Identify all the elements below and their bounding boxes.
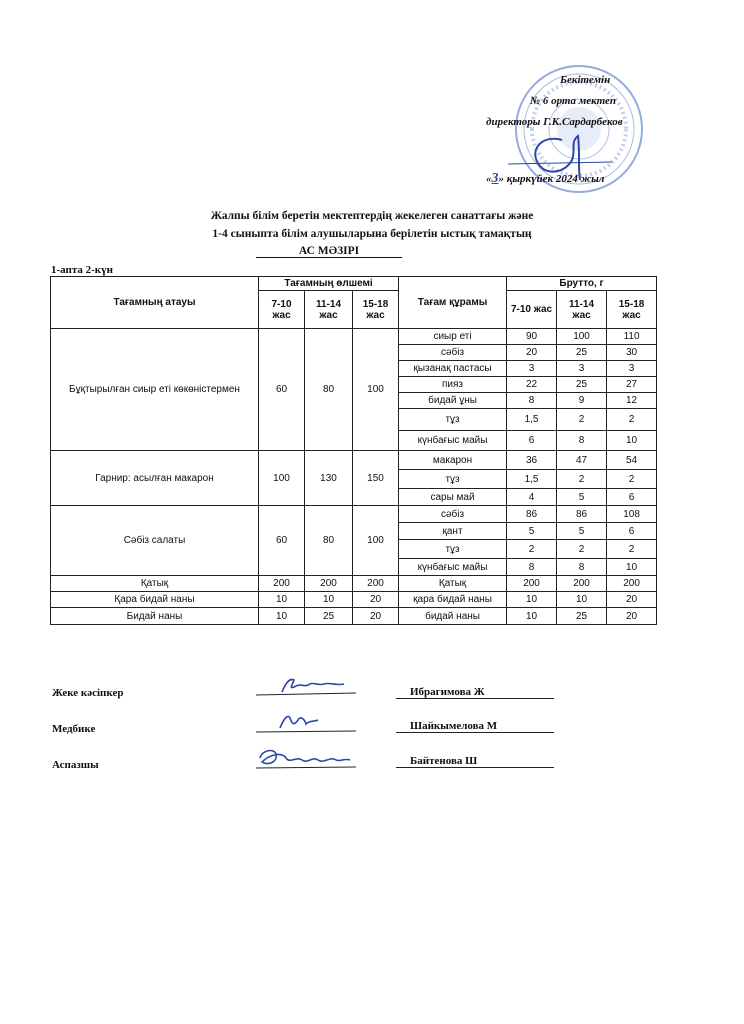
dish-portion: 10: [259, 592, 305, 608]
dish-portion: 200: [353, 576, 399, 592]
ingredient-gross: 10: [507, 608, 557, 625]
week-day-label: 1-апта 2-күн: [51, 264, 113, 276]
dish-name: Гарнир: асылған макарон: [51, 451, 259, 506]
ingredient-gross: 22: [507, 377, 557, 393]
ingredient-name: Қатық: [399, 576, 507, 592]
ingredient-gross: 12: [607, 393, 657, 409]
dish-name: Сәбіз салаты: [51, 506, 259, 576]
ingredient-gross: 2: [607, 409, 657, 431]
dish-portion: 60: [259, 506, 305, 576]
entrepreneur-signature: [252, 674, 362, 698]
ingredient-name: күнбағыс майы: [399, 559, 507, 576]
ingredient-gross: 8: [507, 393, 557, 409]
dish-portion: 100: [353, 329, 399, 451]
ingredient-name: сиыр еті: [399, 329, 507, 345]
ingredient-gross: 3: [507, 361, 557, 377]
ingredient-gross: 108: [607, 506, 657, 523]
ingredient-gross: 8: [557, 559, 607, 576]
ingredient-gross: 10: [557, 592, 607, 608]
dish-name: Бұқтырылған сиыр еті көкөністермен: [51, 329, 259, 451]
cook-signature: [252, 744, 362, 772]
dish-portion: 150: [353, 451, 399, 506]
ingredient-gross: 20: [507, 345, 557, 361]
dish-portion: 25: [305, 608, 353, 625]
ingredient-gross: 3: [557, 361, 607, 377]
approval-heading: Бекітемін: [560, 74, 611, 86]
ingredient-gross: 5: [507, 523, 557, 540]
ingredient-gross: 10: [607, 559, 657, 576]
ingredient-gross: 200: [557, 576, 607, 592]
ingredient-gross: 36: [507, 451, 557, 470]
dish-name: Бидай наны: [51, 608, 259, 625]
ingredient-name: қызанақ пастасы: [399, 361, 507, 377]
ingredient-gross: 86: [507, 506, 557, 523]
header-gross-age-7-10: 7-10 жас: [507, 291, 557, 329]
approval-date: «3» қыркүйек 2024 жыл: [486, 171, 605, 186]
ingredient-gross: 200: [607, 576, 657, 592]
ingredient-name: қара бидай наны: [399, 592, 507, 608]
signature-role-nurse: Медбике: [52, 723, 96, 735]
ingredient-name: күнбағыс майы: [399, 431, 507, 451]
menu-table: [50, 276, 657, 625]
ingredient-gross: 2: [557, 540, 607, 559]
dish-name: Қатық: [51, 576, 259, 592]
ingredient-name: макарон: [399, 451, 507, 470]
ingredient-gross: 2: [607, 540, 657, 559]
ingredient-gross: 27: [607, 377, 657, 393]
ingredient-gross: 110: [607, 329, 657, 345]
dish-portion: 20: [353, 608, 399, 625]
approval-date-day: 3: [491, 171, 499, 186]
dish-portion: 80: [305, 329, 353, 451]
ingredient-gross: 2: [507, 540, 557, 559]
dish-portion: 20: [353, 592, 399, 608]
ingredient-gross: 8: [557, 431, 607, 451]
dish-portion: 80: [305, 506, 353, 576]
document-title-line2: 1-4 сыныпта білім алушыларына берілетін ыстық тамақтың: [212, 228, 532, 240]
signature-role-cook: Аспазшы: [52, 759, 99, 771]
ingredient-name: тұз: [399, 409, 507, 431]
ingredient-gross: 5: [557, 523, 607, 540]
ingredient-name: сәбіз: [399, 506, 507, 523]
dish-portion: 60: [259, 329, 305, 451]
menu-title: АС МӘЗІРІ: [256, 245, 402, 258]
dish-portion: 100: [259, 451, 305, 506]
ingredient-gross: 2: [607, 470, 657, 489]
ingredient-gross: 10: [607, 431, 657, 451]
approval-school: № 6 орта мектеп: [530, 95, 616, 107]
ingredient-gross: 25: [557, 608, 607, 625]
ingredient-gross: 30: [607, 345, 657, 361]
ingredient-name: қант: [399, 523, 507, 540]
ingredient-gross: 2: [557, 409, 607, 431]
approval-director: директоры Г.К.Сардарбеков: [486, 116, 623, 128]
dish-portion: 10: [259, 608, 305, 625]
ingredient-gross: 4: [507, 489, 557, 506]
header-portion-size: Тағамның өлшемі: [259, 277, 399, 291]
ingredient-gross: 100: [557, 329, 607, 345]
signature-name-entrepreneur: Ибрагимова Ж: [396, 686, 554, 699]
ingredient-name: бидай наны: [399, 608, 507, 625]
ingredient-gross: 9: [557, 393, 607, 409]
header-gross-age-11-14: 11-14 жас: [557, 291, 607, 329]
ingredient-gross: 6: [607, 489, 657, 506]
ingredient-gross: 5: [557, 489, 607, 506]
header-portion-age-15-18: 15-18 жас: [353, 291, 399, 329]
ingredient-gross: 200: [507, 576, 557, 592]
header-gross: Брутто, г: [507, 277, 657, 291]
ingredient-gross: 10: [507, 592, 557, 608]
signature-name-nurse: Шайкымелова М: [396, 720, 554, 733]
ingredient-gross: 1,5: [507, 470, 557, 489]
header-portion-age-11-14: 11-14 жас: [305, 291, 353, 329]
ingredient-gross: 2: [557, 470, 607, 489]
ingredient-name: сәбіз: [399, 345, 507, 361]
ingredient-name: тұз: [399, 540, 507, 559]
ingredient-gross: 90: [507, 329, 557, 345]
signature-role-entrepreneur: Жеке кәсіпкер: [52, 687, 124, 699]
ingredient-gross: 20: [607, 608, 657, 625]
ingredient-name: пияз: [399, 377, 507, 393]
header-dish-name: Тағамның атауы: [51, 277, 259, 329]
document-title-line1: Жалпы білім беретін мектептердің жекелеген санаттағы және: [210, 210, 534, 222]
ingredient-gross: 47: [557, 451, 607, 470]
ingredient-gross: 54: [607, 451, 657, 470]
ingredient-name: сары май: [399, 489, 507, 506]
dish-portion: 10: [305, 592, 353, 608]
ingredient-name: бидай ұны: [399, 393, 507, 409]
dish-portion: 200: [305, 576, 353, 592]
ingredient-gross: 25: [557, 377, 607, 393]
ingredient-gross: 8: [507, 559, 557, 576]
dish-portion: 200: [259, 576, 305, 592]
dish-portion: 100: [353, 506, 399, 576]
header-gross-age-15-18: 15-18 жас: [607, 291, 657, 329]
ingredient-gross: 25: [557, 345, 607, 361]
ingredient-gross: 20: [607, 592, 657, 608]
ingredient-gross: 1,5: [507, 409, 557, 431]
nurse-signature: [252, 708, 362, 736]
ingredient-name: тұз: [399, 470, 507, 489]
ingredient-gross: 6: [507, 431, 557, 451]
dish-portion: 130: [305, 451, 353, 506]
ingredient-gross: 86: [557, 506, 607, 523]
signature-name-cook: Байтенова Ш: [396, 755, 554, 768]
ingredient-gross: 6: [607, 523, 657, 540]
header-composition: Тағам құрамы: [399, 277, 507, 329]
ingredient-gross: 3: [607, 361, 657, 377]
dish-name: Қара бидай наны: [51, 592, 259, 608]
header-portion-age-7-10: 7-10 жас: [259, 291, 305, 329]
